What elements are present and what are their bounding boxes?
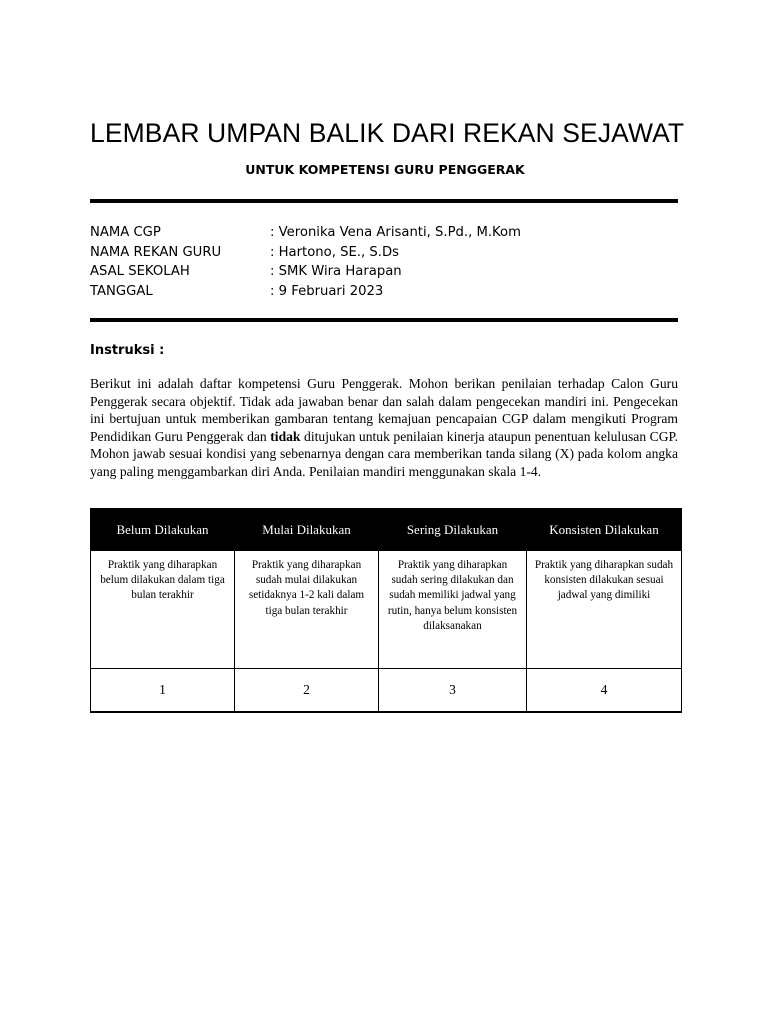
- instructions-text-part1: Berikut ini adalah daftar kompetensi Guru Penggerak. Mohon berikan penilaian terhadap Calon Guru Penggerak secara objektif. Tidak ada jawaban benar dan salah dalam pengecekan mandiri ini. Pengecekan ini bertujuan untuk memberikan gambaran tentang kemajuan pencapaian CGP dalam mengikuti Program Pendidikan Guru Penggerak dan: [90, 376, 678, 444]
- header-mulai-dilakukan: Mulai Dilakukan: [235, 509, 379, 551]
- header-belum-dilakukan: Belum Dilakukan: [91, 509, 235, 551]
- info-value: : SMK Wira Harapan: [270, 264, 402, 279]
- identity-info: [90, 223, 521, 301]
- divider-top: [90, 199, 678, 203]
- table-row-scores: [91, 669, 682, 713]
- score-cell-2[interactable]: 2: [235, 669, 379, 713]
- header-konsisten-dilakukan: Konsisten Dilakukan: [527, 509, 682, 551]
- instructions-bold-word: tidak: [270, 428, 301, 444]
- description-cell: Praktik yang diharapkan sudah konsisten dilakukan sesuai jadwal yang dimiliki: [527, 551, 682, 669]
- info-label: ASAL SEKOLAH: [90, 264, 190, 279]
- info-value: : Hartono, SE., S.Ds: [270, 244, 399, 260]
- page-title: LEMBAR UMPAN BALIK DARI REKAN SEJAWAT: [90, 118, 685, 148]
- instructions-text: [90, 375, 678, 480]
- score-cell-1[interactable]: 1: [91, 669, 235, 713]
- table-header-row: [91, 509, 682, 551]
- description-cell: Praktik yang diharapkan sudah mulai dilakukan setidaknya 1-2 kali dalam tiga bulan terakhir: [235, 551, 379, 669]
- info-value: : 9 Februari 2023: [270, 283, 384, 299]
- info-row-nama-cgp: [90, 223, 521, 243]
- info-value: : Veronika Vena Arisanti, S.Pd., M.Kom: [270, 225, 521, 240]
- info-label: NAMA REKAN GURU: [90, 244, 222, 260]
- table-row-descriptions: [91, 551, 682, 669]
- info-row-tanggal: [90, 282, 521, 302]
- info-row-asal-sekolah: [90, 262, 521, 282]
- score-cell-3[interactable]: 3: [379, 669, 527, 713]
- header-sering-dilakukan: Sering Dilakukan: [379, 509, 527, 551]
- description-cell: Praktik yang diharapkan belum dilakukan dalam tiga bulan terakhir: [91, 551, 235, 669]
- info-label: TANGGAL: [90, 283, 153, 299]
- divider-bottom: [90, 318, 678, 322]
- instructions-text-part2: ditujukan untuk penilaian kinerja ataupun penentuan kelulusan CGP. Mohon jawab sesuai kondisi yang sebenarnya dengan cara memberikan tanda silang (X) pada kolom angka yang paling menggambarkan diri Anda. Penilaian mandiri menggunakan skala 1-4.: [90, 428, 678, 479]
- info-label: NAMA CGP: [90, 225, 161, 240]
- page-subtitle: UNTUK KOMPETENSI GURU PENGGERAK: [245, 162, 525, 177]
- description-cell: Praktik yang diharapkan sudah sering dilakukan dan sudah memiliki jadwal yang rutin, hanya belum konsisten dilaksanakan: [379, 551, 527, 669]
- rating-scale-table: [90, 508, 682, 713]
- info-row-nama-rekan-guru: [90, 243, 521, 263]
- instructions-heading: Instruksi :: [90, 343, 165, 358]
- score-cell-4[interactable]: 4: [527, 669, 682, 713]
